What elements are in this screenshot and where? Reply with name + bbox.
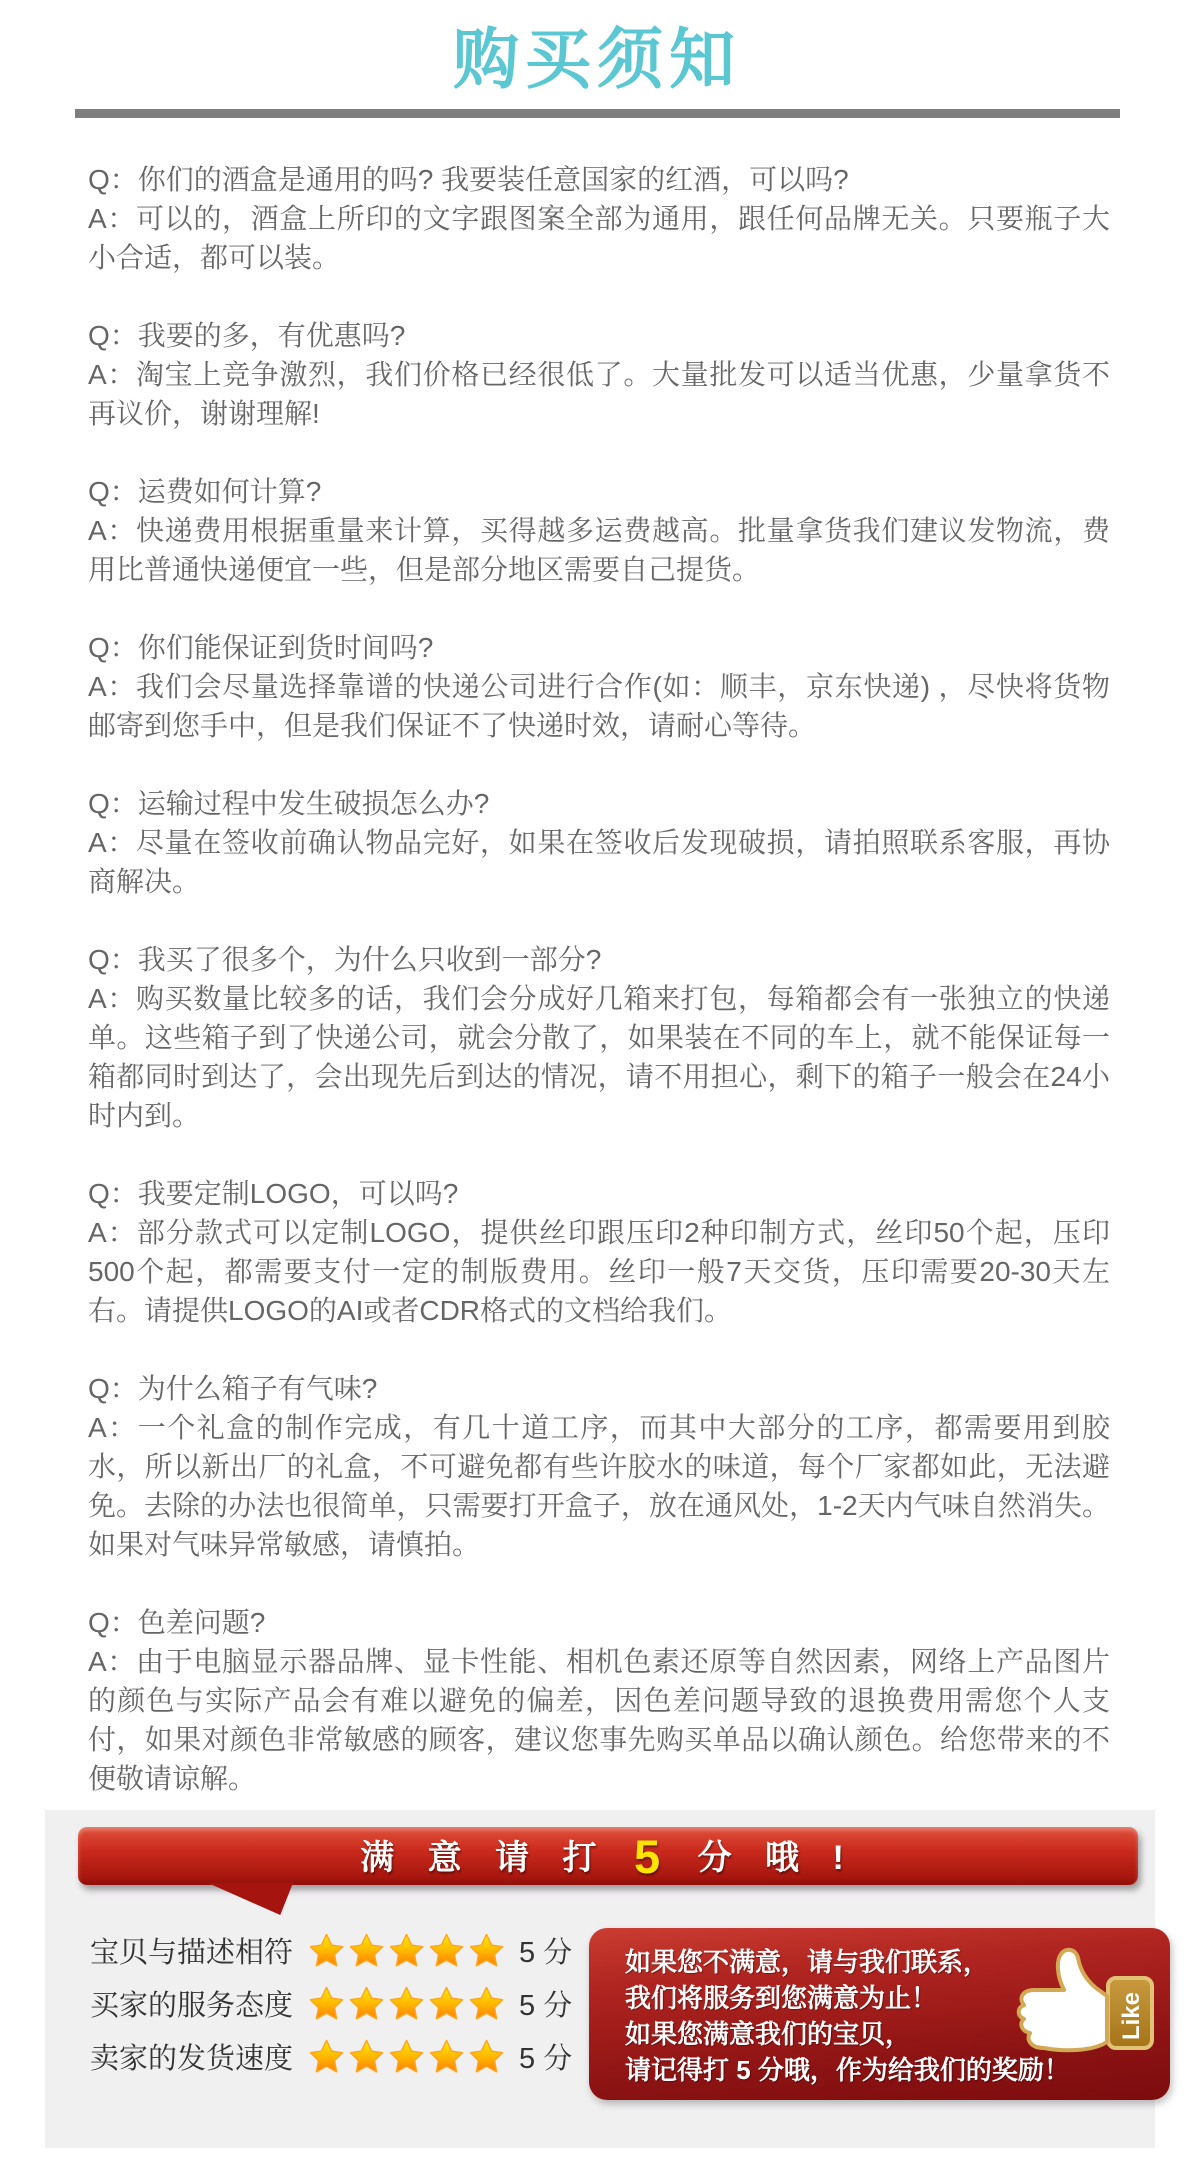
answer-text: A：部分款式可以定制LOGO，提供丝印跟压印2种印制方式，丝印50个起，压印500个起，都需要支付一定的制版费用。丝印一般7天交货，压印需要20-30天左右。请提供LOGO的AI或者CDR格式的文档给我们。 [88, 1217, 1110, 1326]
star-icon [469, 2039, 504, 2074]
qa-block [88, 940, 1110, 1135]
qa-list [88, 160, 1110, 1837]
question-text: Q：我买了很多个，为什么只收到一部分? [88, 944, 602, 975]
promise-line: 我们将服务到您满意为止！ [625, 1983, 938, 2013]
question-text: Q：你们的酒盒是通用的吗? 我要装任意国家的红酒，可以吗? [88, 164, 849, 195]
star-icon [349, 1933, 384, 1968]
qa-block [88, 628, 1110, 745]
star-icon [429, 1933, 464, 1968]
title-divider [75, 109, 1120, 118]
qa-block [88, 160, 1110, 277]
star-icon [309, 1933, 344, 1968]
rating-row [90, 2030, 590, 2083]
banner-tail [208, 1883, 293, 1915]
star-icon [349, 2039, 384, 2074]
qa-block [88, 472, 1110, 589]
banner-text-before: 满 意 请 打 [360, 1838, 609, 1877]
promise-text [625, 1944, 1070, 2088]
star-row [309, 2039, 509, 2074]
promise-line: 如果您不满意，请与我们联系， [625, 1947, 990, 1977]
answer-text: A：购买数量比较多的话，我们会分成好几箱来打包，每箱都会有一张独立的快递单。这些箱子到了快递公司，就会分散了，如果装在不同的车上，就不能保证每一箱都同时到达了，会出现先后到达的情况，请不用担心，剩下的箱子一般会在24小时内到。 [88, 983, 1110, 1131]
rating-label: 买家的服务态度 [90, 1990, 294, 2022]
qa-block [88, 1174, 1110, 1330]
star-icon [429, 1986, 464, 2021]
star-icon [309, 1986, 344, 2021]
promise-line: 如果您满意我们的宝贝， [625, 2019, 912, 2049]
answer-text: A：淘宝上竞争激烈，我们价格已经很低了。大量批发可以适当优惠，少量拿货不再议价，谢谢理解! [88, 359, 1110, 429]
star-icon [309, 2039, 344, 2074]
star-icon [349, 1986, 384, 2021]
question-text: Q：为什么箱子有气味? [88, 1373, 378, 1404]
thumbs-up-icon [1008, 1946, 1158, 2064]
question-text: Q：运输过程中发生破损怎么办? [88, 788, 490, 819]
promise-line: 请记得打 5 分哦，作为给我们的奖励！ [625, 2055, 1070, 2085]
rating-score: 5 分 [519, 1937, 573, 1969]
star-icon [429, 2039, 464, 2074]
star-icon [389, 1986, 424, 2021]
rating-label: 宝贝与描述相符 [90, 1937, 294, 1969]
banner-highlight-5: 5 [633, 1829, 673, 1883]
banner-text-after: 分 哦 ! [697, 1838, 856, 1877]
like-badge-label: Like [1118, 1991, 1145, 2040]
answer-text: A：我们会尽量选择靠谱的快递公司进行合作(如：顺丰，京东快递) ，尽快将货物邮寄到您手中，但是我们保证不了快递时效，请耐心等待。 [88, 671, 1110, 741]
star-row [309, 1986, 509, 2021]
star-icon [469, 1933, 504, 1968]
qa-block [88, 784, 1110, 901]
star-row [309, 1933, 509, 1968]
question-text: Q：运费如何计算? [88, 476, 322, 507]
qa-block [88, 316, 1110, 433]
ratings-list [90, 1924, 590, 2083]
promise-box [589, 1928, 1170, 2100]
banner-text [360, 1829, 856, 1884]
rating-score: 5 分 [519, 1990, 573, 2022]
qa-block [88, 1603, 1110, 1798]
page-title: 购买须知 [453, 22, 741, 96]
thumb-hand [1019, 1950, 1107, 2050]
rating-row [90, 1924, 590, 1977]
question-text: Q：你们能保证到货时间吗? [88, 632, 434, 663]
rating-label: 卖家的发货速度 [90, 2043, 294, 2075]
answer-text: A：可以的，酒盒上所印的文字跟图案全部为通用，跟任何品牌无关。只要瓶子大小合适，都可以装。 [88, 203, 1110, 273]
question-text: Q：我要的多，有优惠吗? [88, 320, 406, 351]
like-badge [1108, 1978, 1152, 2048]
answer-text: A：快递费用根据重量来计算，买得越多运费越高。批量拿货我们建议发物流，费用比普通快递便宜一些，但是部分地区需要自己提货。 [88, 515, 1110, 585]
answer-text: A：尽量在签收前确认物品完好，如果在签收后发现破损，请拍照联系客服，再协商解决。 [88, 827, 1110, 897]
rating-banner [78, 1827, 1138, 1885]
question-text: Q：我要定制LOGO，可以吗? [88, 1178, 459, 1209]
rating-score: 5 分 [519, 2043, 573, 2075]
rating-row [90, 1977, 590, 2030]
answer-text: A：由于电脑显示器品牌、显卡性能、相机色素还原等自然因素，网络上产品图片的颜色与实际产品会有难以避免的偏差，因色差问题导致的退换费用需您个人支付，如果对颜色非常敏感的顾客，建议您事先购买单品以确认颜色。给您带来的不便敬请谅解。 [88, 1646, 1110, 1794]
qa-block [88, 1369, 1110, 1564]
star-icon [389, 2039, 424, 2074]
question-text: Q：色差问题? [88, 1607, 266, 1638]
answer-text: A：一个礼盒的制作完成，有几十道工序，而其中大部分的工序，都需要用到胶水，所以新出厂的礼盒，不可避免都有些许胶水的味道，每个厂家都如此，无法避免。去除的办法也很简单，只需要打开盒子，放在通风处，1-2天内气味自然消失。如果对气味异常敏感，请慎拍。 [88, 1412, 1110, 1560]
star-icon [389, 1933, 424, 1968]
star-icon [469, 1986, 504, 2021]
footer-panel [45, 1810, 1155, 2148]
